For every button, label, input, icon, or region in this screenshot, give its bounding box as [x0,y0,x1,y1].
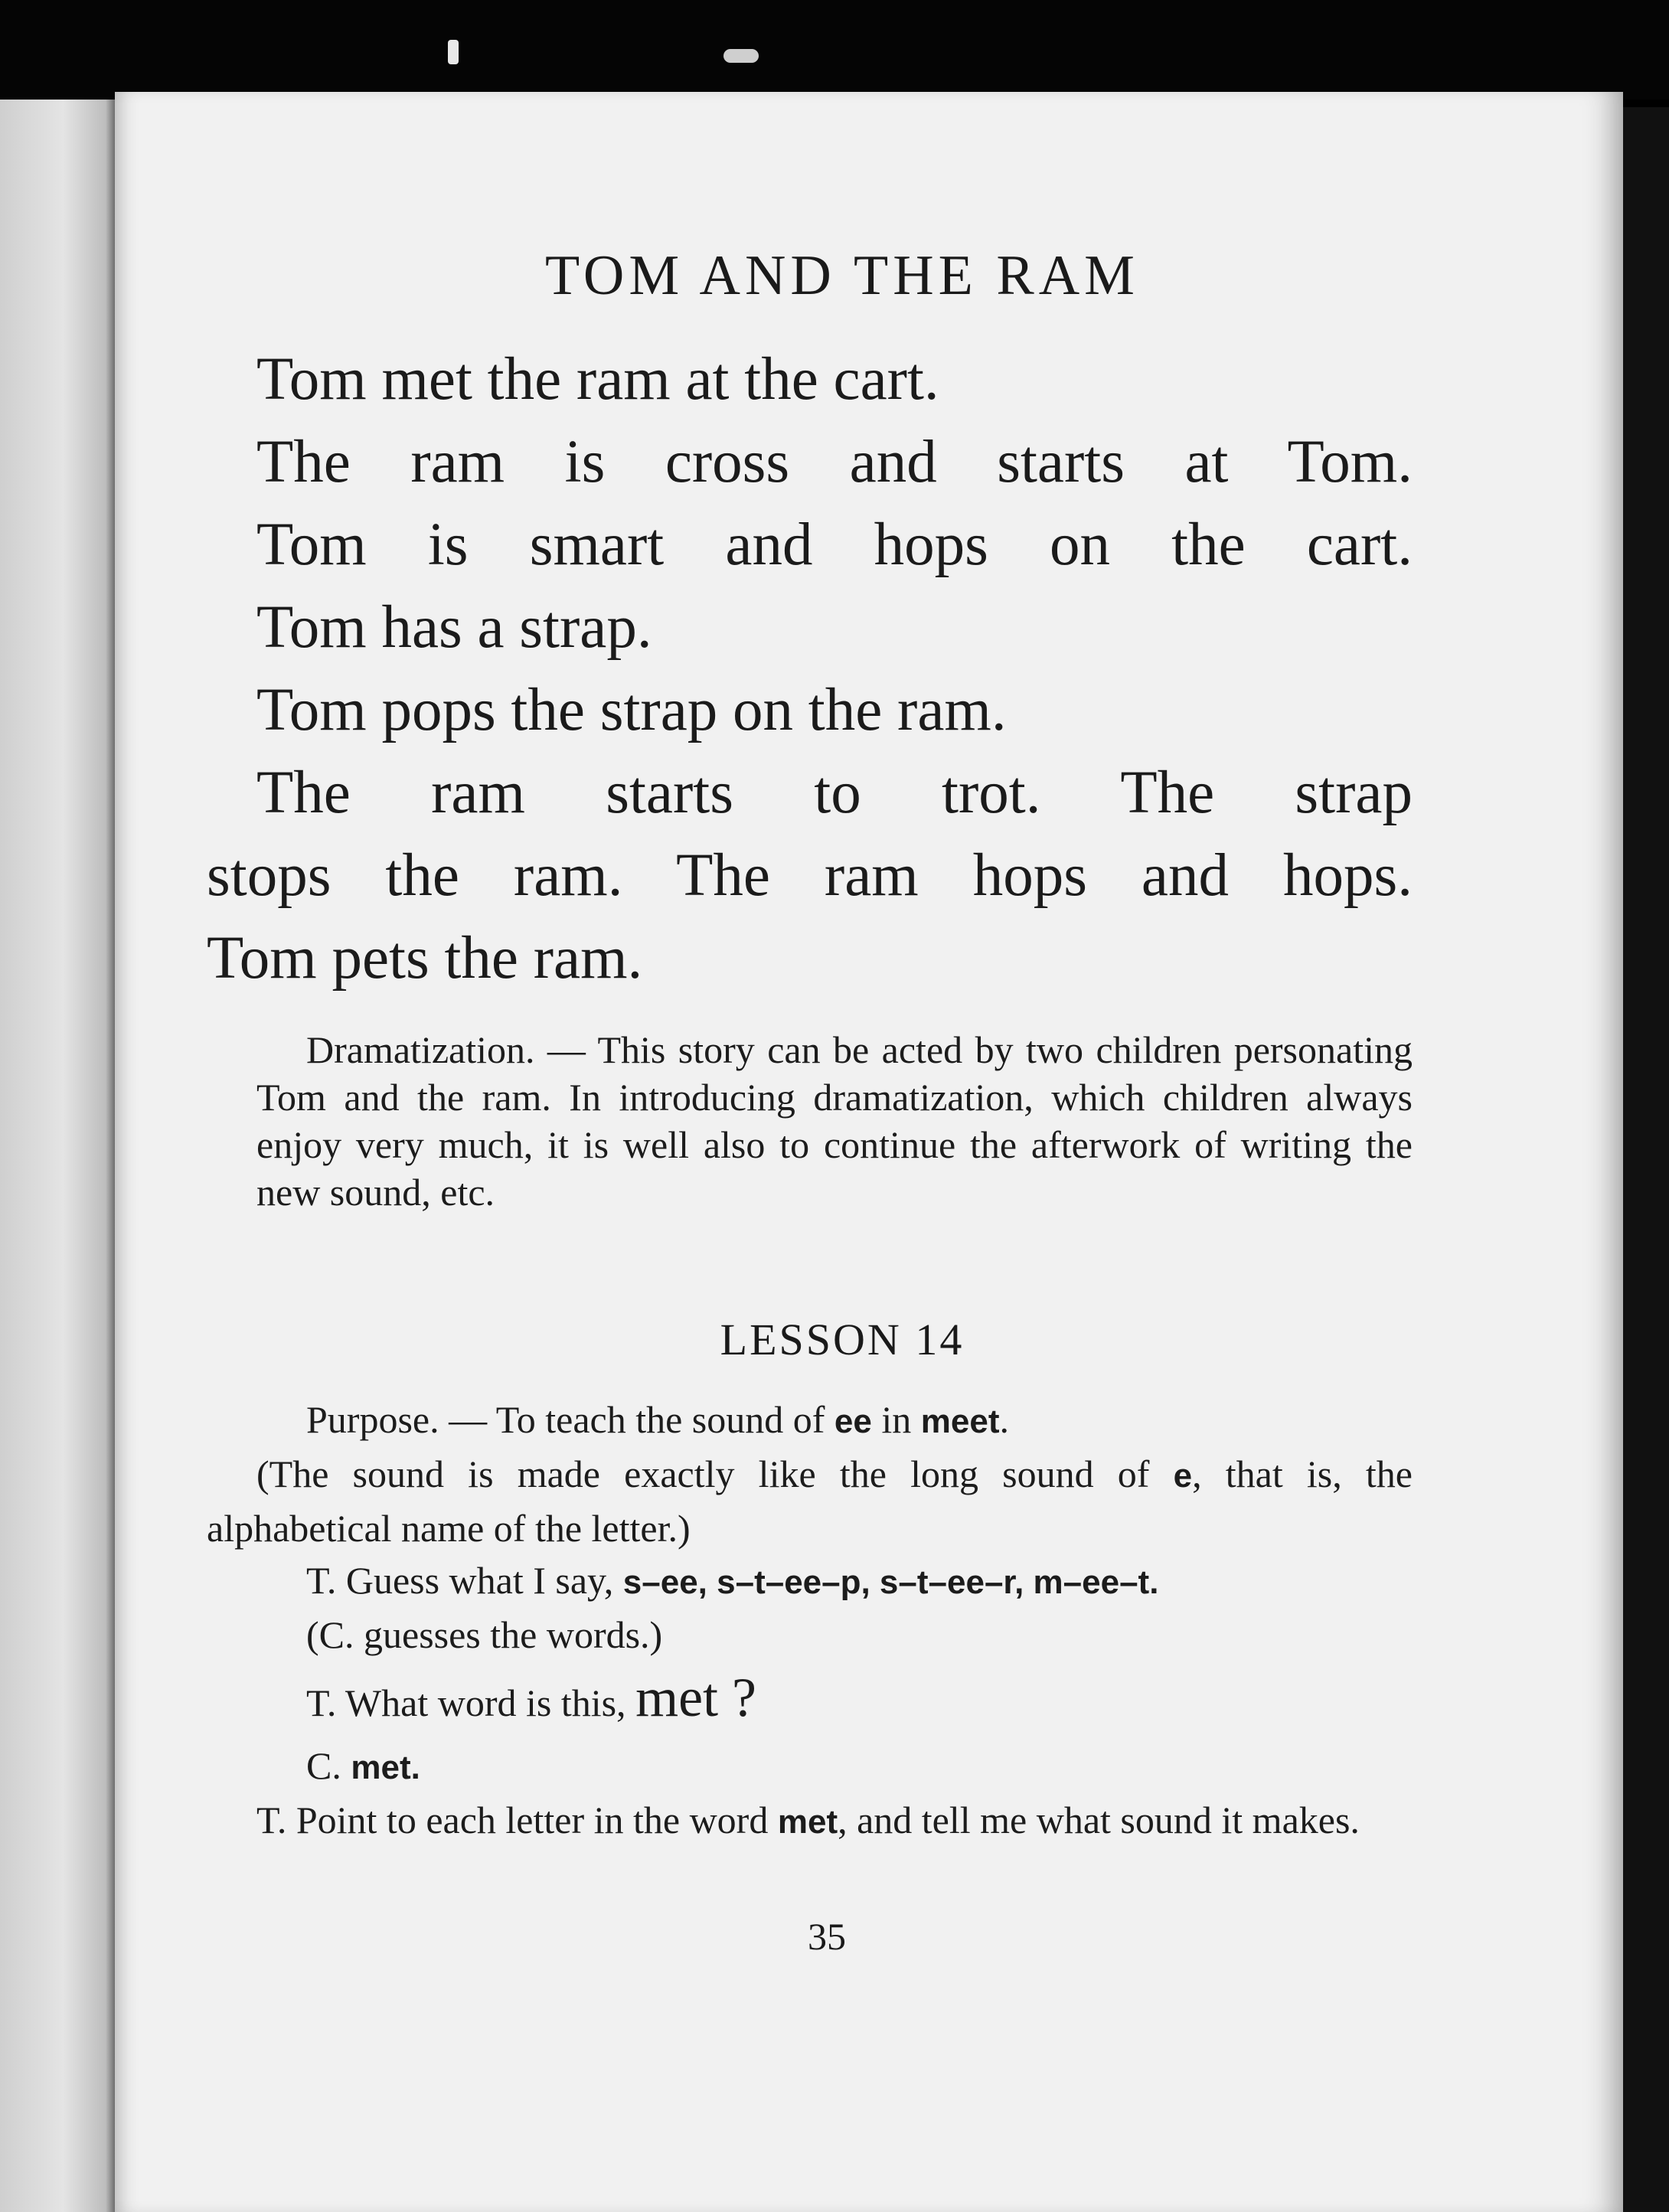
purpose-in: in [871,1398,921,1441]
dramatization-note: Dramatization. — This story can be acted by two children personating Tom and the ram. In introducing dramatization, which children always enjoy very much, it is well also to continue the afterwork of writing the new sound, etc. [256,1028,1413,1214]
point-word: met [777,1803,838,1841]
scan-border-top [0,0,1669,100]
child-prefix: C. [306,1744,351,1787]
guess-words: s–ee, s–t–ee–p, s–t–ee–r, m–ee–t. [622,1563,1159,1601]
scan-speck [723,49,759,63]
sound-note-end: , that is, the alphabetical name of the letter.) [207,1452,1413,1550]
sound-note [207,1448,1413,1554]
purpose-ee: ee [834,1403,872,1440]
guess-response: (C. guesses the words.) [306,1613,663,1656]
child-answer: met. [351,1749,420,1786]
purpose-meet: meet [920,1403,1000,1440]
what-word-line [256,1661,1413,1740]
story-line: Tom is smart and hops on the cart. [256,511,1413,578]
story-line: Tom has a strap. [256,594,652,661]
purpose-line [256,1394,1413,1448]
story-title: TOM AND THE RAM [545,244,1139,307]
scan-speck [448,40,459,64]
guess-line [256,1554,1413,1609]
child-line [256,1740,1413,1794]
story-line: stops the ram. The ram hops and hops. [207,842,1413,909]
point-prefix: T. Point to each letter in the word [256,1799,778,1841]
lesson-heading: LESSON 14 [720,1315,965,1364]
purpose-label: Purpose. — To teach the sound of [306,1398,834,1441]
facing-page-edge [0,100,115,2212]
purpose-end: . [999,1398,1009,1441]
story-line: Tom pops the strap on the ram. [256,677,1007,743]
what-word-prefix: T. What word is this, [306,1681,636,1724]
sound-note-start: (The sound is made exactly like the long sound of [256,1452,1174,1495]
sound-note-e: e [1173,1457,1193,1495]
point-end: , and tell me what sound it makes. [838,1799,1360,1841]
point-line [207,1794,1413,1848]
guess-prefix: T. Guess what I say, [306,1559,623,1602]
what-word-end: ? [718,1667,756,1728]
story-text [207,338,1413,1000]
story-line: The ram is cross and starts at Tom. [256,429,1413,495]
story-line: The ram starts to trot. The strap [256,760,1413,826]
page-number: 35 [808,1915,846,1958]
story-line: Tom pets the ram. [207,925,643,992]
story-line: Tom met the ram at the cart. [256,346,939,413]
what-word-big: met [635,1667,719,1728]
scan-border-right [1623,107,1669,2212]
lesson-body [207,1394,1413,1848]
